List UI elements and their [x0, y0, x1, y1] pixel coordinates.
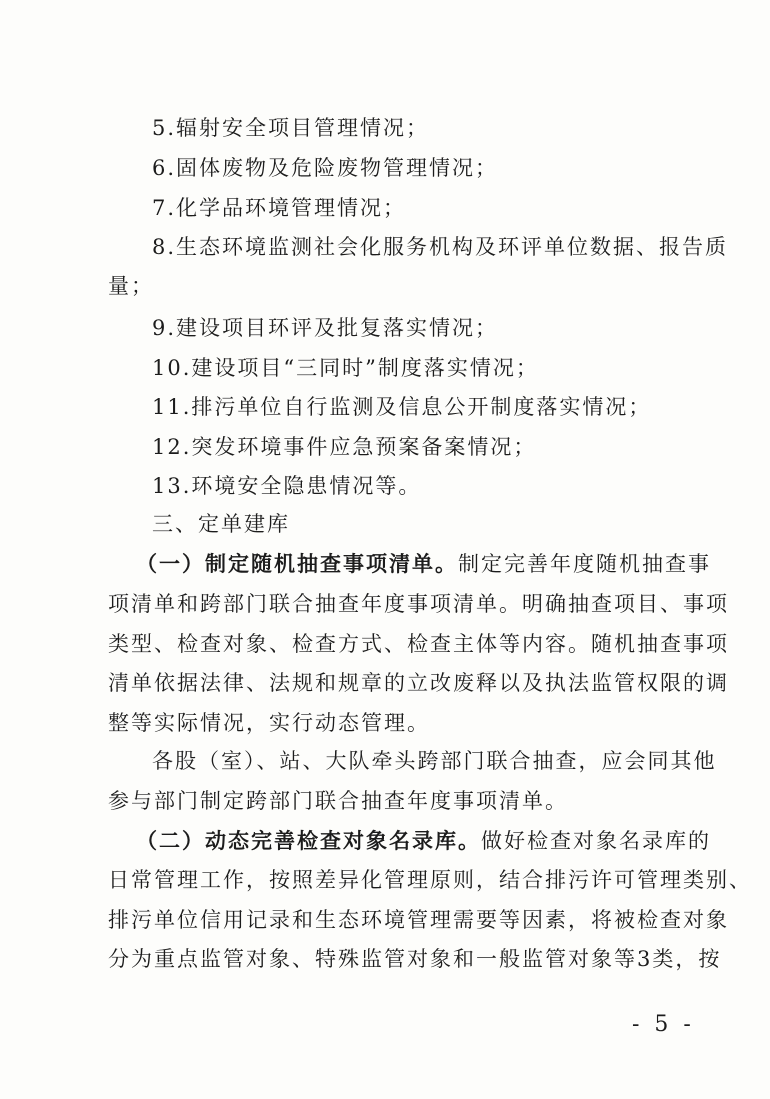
- para3-line: 日常管理工作，按照差异化管理原则，结合排污许可管理类别、: [108, 868, 752, 892]
- para1-line: 类型、检查对象、检查方式、检查主体等内容。随机抽查事项: [108, 632, 729, 656]
- para1-bold-title: （一）制定随机抽查事项清单。: [136, 551, 458, 576]
- list-item-9: 9.建设项目环评及批复落实情况；: [152, 316, 499, 340]
- para3-line: 排污单位信用记录和生态环境管理需要等因素，将被检查对象: [108, 908, 729, 932]
- section-heading: 三、定单建库: [152, 512, 290, 536]
- para1-first-line: [136, 549, 711, 579]
- list-item-10: 10.建设项目“三同时”制度落实情况；: [152, 356, 539, 380]
- list-item-7: 7.化学品环境管理情况；: [152, 196, 407, 220]
- para1-line: 项清单和跨部门联合抽查年度事项清单。明确抽查项目、事项: [108, 592, 729, 616]
- para1-line: 整等实际情况，实行动态管理。: [108, 711, 430, 735]
- para1-text: 制定完善年度随机抽查事: [458, 552, 711, 576]
- para3-first-line: [136, 826, 711, 856]
- list-item-6: 6.固体废物及危险废物管理情况；: [152, 156, 499, 180]
- para2-line: 各股（室）、站、大队牵头跨部门联合抽查，应会同其他: [152, 749, 717, 773]
- para2-line: 参与部门制定跨部门联合抽查年度事项清单。: [108, 789, 568, 813]
- list-item-8-continuation: 量；: [108, 274, 154, 298]
- list-item-11: 11.排污单位自行监测及信息公开制度落实情况；: [152, 395, 652, 419]
- list-item-5: 5.辐射安全项目管理情况；: [152, 116, 430, 140]
- page-number: - 5 -: [632, 1012, 695, 1037]
- para3-line: 分为重点监管对象、特殊监管对象和一般监管对象等3类，按: [108, 947, 722, 971]
- para3-bold-title: （二）动态完善检查对象名录库。: [136, 828, 481, 853]
- list-item-12: 12.突发环境事件应急预案备案情况；: [152, 435, 537, 459]
- para3-text: 做好检查对象名录库的: [481, 829, 711, 853]
- para1-line: 清单依据法律、法规和规章的立改废释以及执法监管权限的调: [108, 671, 729, 695]
- list-item-13: 13.环境安全隐患情况等。: [152, 474, 422, 498]
- list-item-8: 8.生态环境监测社会化服务机构及环评单位数据、报告质: [152, 235, 729, 259]
